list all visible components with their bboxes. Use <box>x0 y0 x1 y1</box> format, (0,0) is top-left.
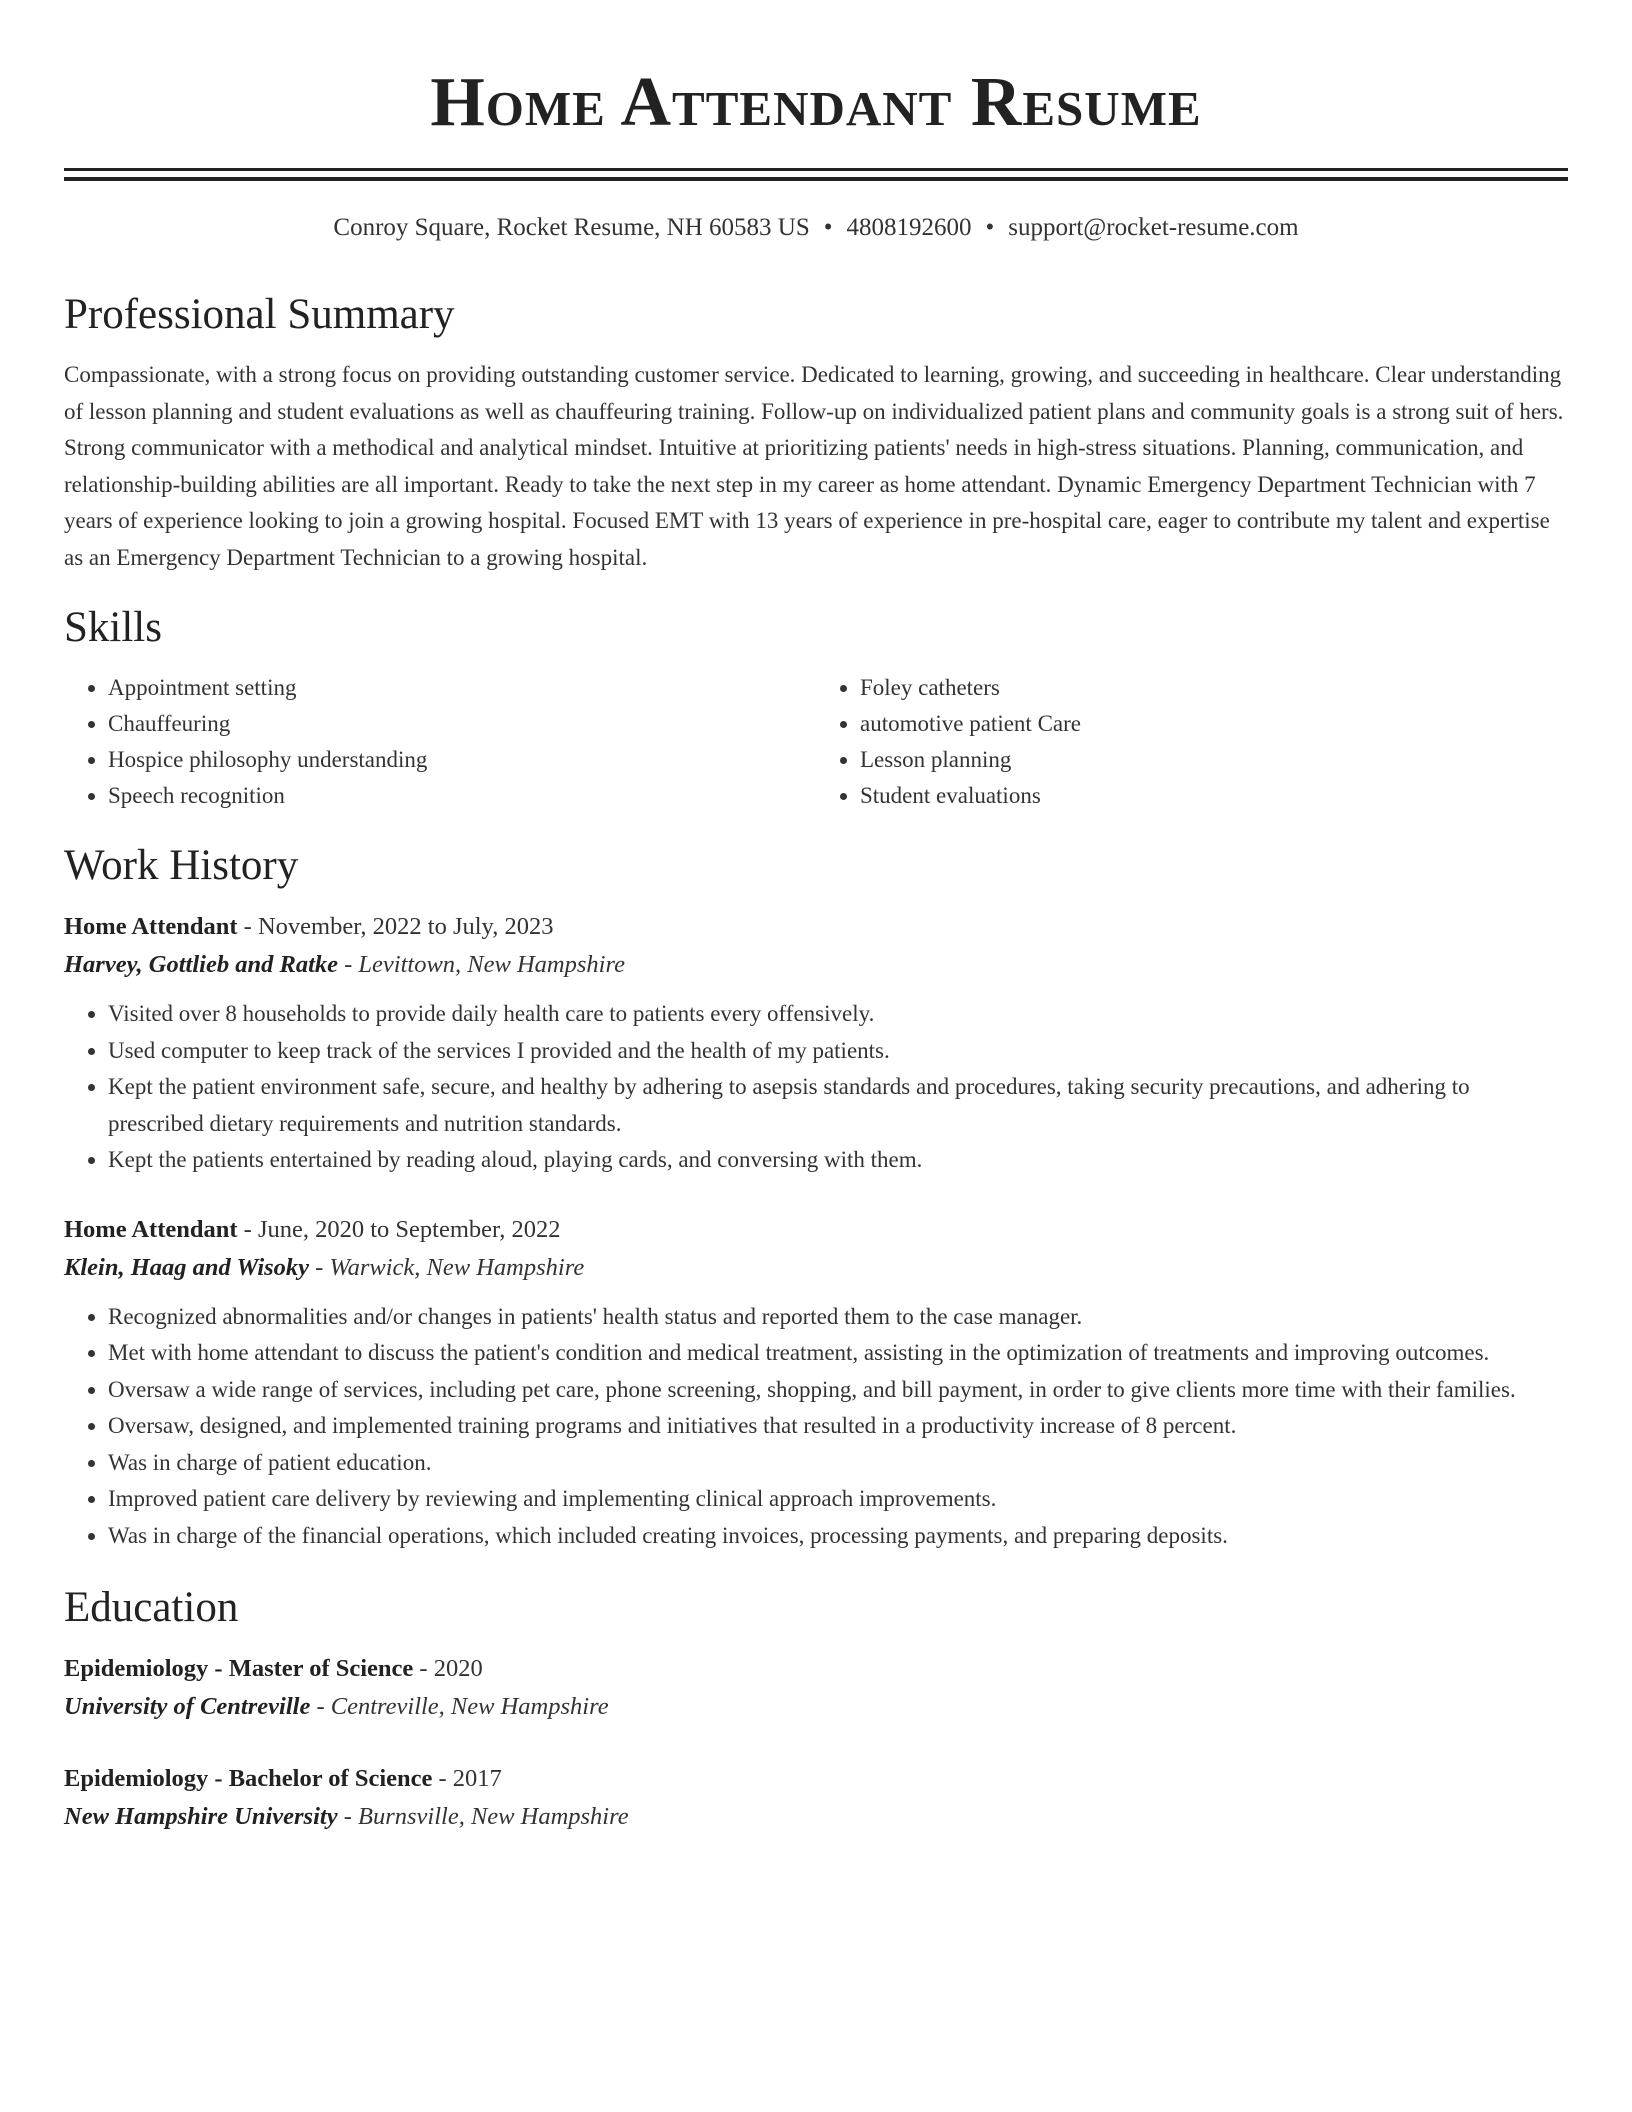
job-dates: - November, 2022 to July, 2023 <box>243 913 554 940</box>
job-company: Klein, Haag and Wisoky <box>64 1253 310 1281</box>
job-dates: - June, 2020 to September, 2022 <box>243 1215 561 1243</box>
contact-separator: • <box>823 214 833 241</box>
education-location: - Burnsville, New Hampshire <box>343 1803 629 1830</box>
job-title: Home Attendant <box>64 913 238 940</box>
summary-section <box>64 287 1568 576</box>
job-bullet: • Met with home attendant to discuss the patient's condition and medical treatment, assisting in the optimization of treatments and improving outcomes. <box>108 1335 1568 1372</box>
work-history-section <box>64 838 1568 1554</box>
contact-address: Conroy Square, Rocket Resume, NH 60583 US <box>333 214 810 241</box>
skills-section <box>64 600 1568 814</box>
job-bullet: • Oversaw a wide range of services, including pet care, phone screening, shopping, and bill payment, in order to give clients more time with their families. <box>108 1372 1568 1409</box>
job-header <box>64 908 1568 946</box>
skill-item: • Lesson planning <box>860 742 1568 778</box>
skill-item: • Hospice philosophy understanding <box>108 742 816 778</box>
contact-email: support@rocket-resume.com <box>1008 214 1299 241</box>
job-location: - Levittown, New Hampshire <box>344 951 625 978</box>
job-bullets <box>64 1299 1568 1555</box>
education-entry <box>64 1650 1568 1726</box>
job-bullet: • Improved patient care delivery by reviewing and implementing clinical approach improvements. <box>108 1481 1568 1518</box>
page-title: Home Attendant Resume <box>430 64 1202 141</box>
education-year: - 2017 <box>438 1765 502 1792</box>
education-degree: Epidemiology - Master of Science <box>64 1655 414 1682</box>
skills-columns <box>64 670 1568 814</box>
contact-separator: • <box>985 214 995 241</box>
contact-line <box>64 211 1568 245</box>
skill-item: • automotive patient Care <box>860 706 1568 742</box>
job-title: Home Attendant <box>64 1215 238 1243</box>
job-entry <box>64 1211 1568 1555</box>
job-bullet: • Kept the patient environment safe, secure, and healthy by adhering to asepsis standards and procedures, taking security precautions, and adhering to prescribed dietary requirements and nutrition standards. <box>108 1069 1568 1142</box>
education-year: - 2020 <box>419 1655 483 1682</box>
education-degree: Epidemiology - Bachelor of Science <box>64 1765 433 1792</box>
skills-heading: Skills <box>64 604 162 651</box>
skills-left-column <box>64 670 816 814</box>
job-bullet: • Was in charge of the financial operations, which included creating invoices, processing payments, and preparing deposits. <box>108 1518 1568 1555</box>
education-header <box>64 1650 1568 1688</box>
education-header <box>64 1760 1568 1798</box>
skill-item: • Chauffeuring <box>108 706 816 742</box>
skill-item: • Speech recognition <box>108 778 816 814</box>
work-history-heading: Work History <box>64 842 299 889</box>
education-school-line <box>64 1798 1568 1836</box>
job-bullet: • Kept the patients entertained by reading aloud, playing cards, and conversing with them. <box>108 1142 1568 1179</box>
education-school: University of Centreville <box>64 1693 311 1720</box>
job-bullet: • Used computer to keep track of the services I provided and the health of my patients. <box>108 1033 1568 1070</box>
education-school: New Hampshire University <box>64 1803 338 1830</box>
education-school-line <box>64 1688 1568 1726</box>
job-employer <box>64 1249 1568 1287</box>
education-entry <box>64 1760 1568 1836</box>
education-location: - Centreville, New Hampshire <box>316 1693 609 1720</box>
skill-item: • Appointment setting <box>108 670 816 706</box>
education-heading: Education <box>64 1584 239 1631</box>
job-header <box>64 1211 1568 1249</box>
job-company: Harvey, Gottlieb and Ratke <box>64 951 338 978</box>
summary-heading: Professional Summary <box>64 291 455 338</box>
skills-right-column <box>816 670 1568 814</box>
job-bullet: • Recognized abnormalities and/or changes in patients' health status and reported them to the case manager. <box>108 1299 1568 1336</box>
summary-text: Compassionate, with a strong focus on providing outstanding customer service. Dedicated to learning, growing, and succeeding in healthcare. Clear understanding of lesson planning and student evaluations as well as chauffeuring training. Follow-up on individualized patient plans and community goals is a strong suit of hers. Strong communicator with a methodical and analytical mindset. Intuitive at prioritizing patients' needs in high-stress situations. Planning, communication, and relationship-building abilities are all important. Ready to take the next step in my career as home attendant. Dynamic Emergency Department Technician with 7 years of experience looking to join a growing hospital. Focused EMT with 13 years of experience in pre-hospital care, eager to contribute my talent and expertise as an Emergency Department Technician to a growing hospital. <box>64 362 1564 570</box>
skill-item: • Student evaluations <box>860 778 1568 814</box>
title-divider <box>64 168 1568 181</box>
job-bullets <box>64 996 1568 1179</box>
education-section <box>64 1580 1568 1836</box>
skill-item: • Foley catheters <box>860 670 1568 706</box>
job-bullet: • Was in charge of patient education. <box>108 1445 1568 1482</box>
job-entry <box>64 908 1568 1179</box>
contact-phone: 4808192600 <box>846 214 972 241</box>
job-location: - Warwick, New Hampshire <box>315 1253 585 1281</box>
job-bullet: • Visited over 8 households to provide daily health care to patients every offensively. <box>108 996 1568 1033</box>
job-employer <box>64 946 1568 984</box>
job-bullet: • Oversaw, designed, and implemented training programs and initiatives that resulted in a productivity increase of 8 percent. <box>108 1408 1568 1445</box>
